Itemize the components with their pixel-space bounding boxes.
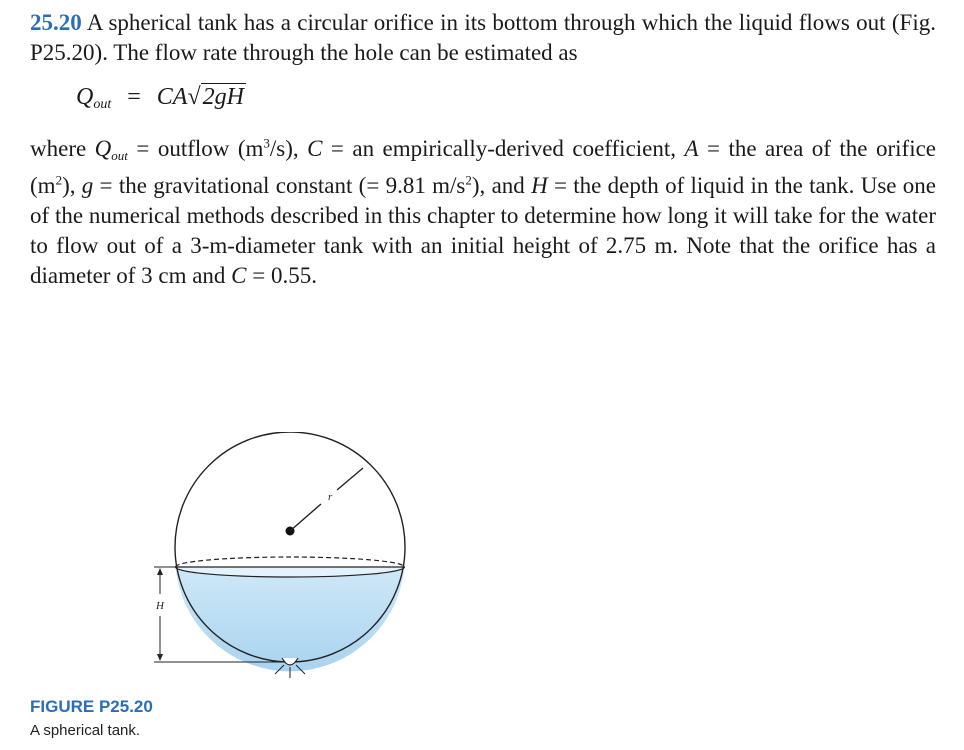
- var-h: H: [531, 173, 548, 198]
- var-c: C: [231, 263, 247, 288]
- var-g: g: [81, 173, 94, 198]
- radical-sign: √: [187, 84, 201, 110]
- body-text: = the gravitational constant (= 9.81 m/s: [93, 173, 466, 198]
- superscript: 2: [55, 172, 63, 188]
- water-surface-back: [176, 557, 405, 567]
- body-text: = the area of the orifice (m: [30, 136, 936, 198]
- body-text: /s),: [269, 136, 308, 161]
- height-arrow-down: [157, 654, 163, 661]
- var-q: Q: [94, 136, 112, 161]
- body-text: ),: [62, 173, 82, 198]
- body-text: = outflow (m: [127, 136, 264, 161]
- problem-intro: [30, 8, 936, 68]
- radius-line: [290, 504, 321, 531]
- var-a: A: [684, 136, 699, 161]
- body-text: = an empirically-derived coefficient,: [322, 136, 685, 161]
- eq-radicand: 2gH: [202, 84, 244, 110]
- problem-text: [30, 8, 936, 291]
- radius-label: r: [328, 491, 333, 503]
- spherical-tank-figure: [150, 432, 430, 682]
- superscript: 3: [263, 135, 270, 151]
- figure-label: FIGURE P25.20: [30, 697, 153, 716]
- figure-caption: A spherical tank.: [30, 722, 141, 739]
- body-text: ), and: [471, 173, 532, 198]
- eq-lhs-subscript: out: [93, 97, 112, 112]
- flow-equation: [76, 82, 936, 120]
- water-volume: [176, 567, 405, 671]
- body-text: = the depth of liquid in the tank. Use one of the numerical methods described in this chapter to determine how long it will take for the water to flow out of a 3-m-diameter tank with an initial height of 2.75 m. Note that the orifice has a diameter of 3 cm and: [30, 173, 936, 288]
- intro-text: A spherical tank has a circular orifice in its bottom through which the liquid flows out (Fig. P25.20). The flow rate through the hole can be estimated as: [30, 10, 936, 65]
- radius-line: [337, 468, 363, 490]
- height-label: H: [156, 600, 164, 612]
- body-text: = 0.55.: [246, 263, 317, 288]
- body-text: where: [30, 136, 95, 161]
- superscript: 2: [465, 172, 472, 188]
- problem-body: [30, 134, 936, 291]
- eq-equals: =: [127, 84, 141, 110]
- height-arrow-up: [157, 568, 163, 575]
- problem-number: 25.20: [30, 10, 82, 35]
- var-q-subscript: out: [111, 148, 128, 163]
- eq-lhs: Q: [76, 84, 94, 110]
- var-c: C: [307, 136, 323, 161]
- eq-rhs-prefix: CA: [156, 84, 188, 110]
